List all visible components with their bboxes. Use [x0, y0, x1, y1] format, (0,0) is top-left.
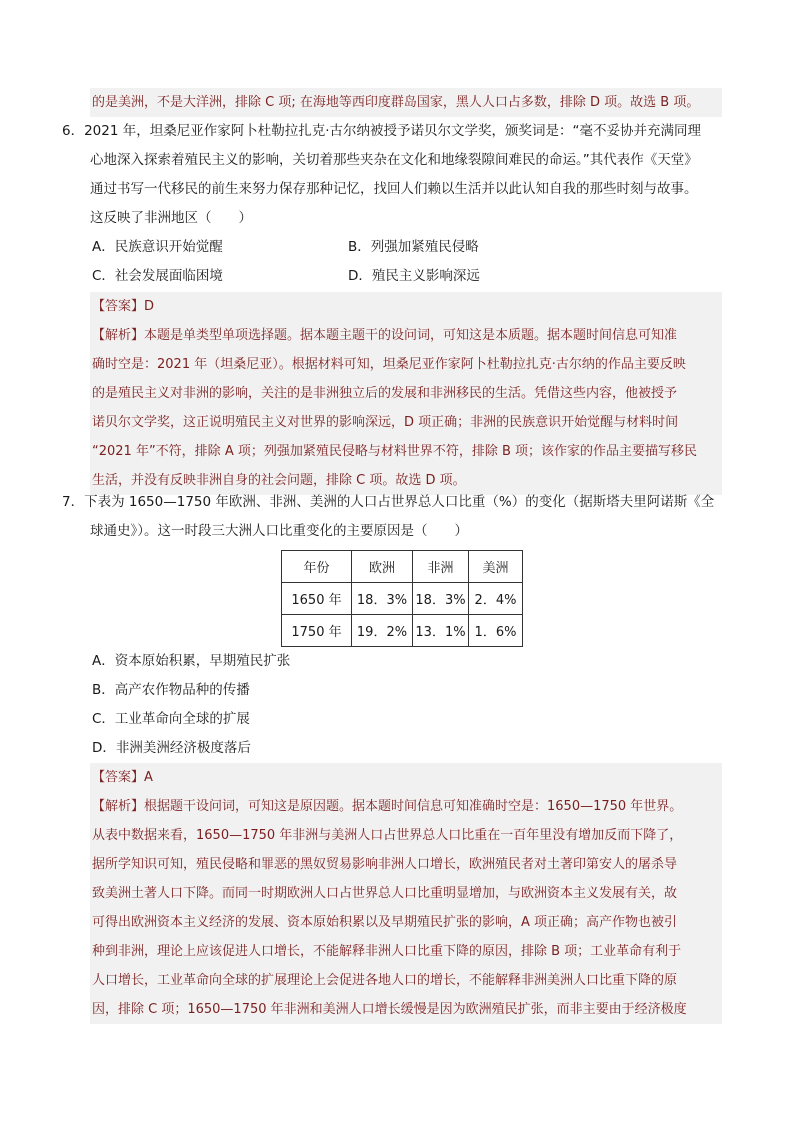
question-line: 这反映了非洲地区（ ） [90, 210, 252, 226]
analysis-line: 生活，并没有反映非洲自身的社会问题，排除 C 项。故选 D 项。 [92, 473, 466, 488]
analysis-line: 人口增长，工业革命向全球的扩展理论上会促进各地人口的增长，不能解释非洲美洲人口比重下降的原 [92, 973, 678, 988]
question-line: 通过书写一代移民的前生来努力保存那种记忆，找回人们赖以生活并以此认知自我的那些时刻与故事。 [90, 181, 698, 197]
table-row [282, 615, 523, 647]
question-6-answer-block [90, 292, 722, 495]
analysis-line: 诺贝尔文学奖，这正说明殖民主义对世界的影响深远，D 项正确；非洲的民族意识开始觉醒与材料时间 [92, 415, 679, 430]
question-line: 心地深入探索着殖民主义的影响，关切着那些夹杂在文化和地缘裂隙间难民的命运。”其代表作《天堂》 [90, 152, 698, 168]
table-header-row [282, 551, 523, 583]
option-b: B．高产农作物品种的传播 [92, 682, 250, 698]
answer-label: 【答案】D [92, 299, 155, 314]
table-cell: 18．3% [413, 583, 469, 615]
table-cell: 2．4% [469, 583, 523, 615]
previous-analysis-block [90, 88, 722, 117]
analysis-line: 据所学知识可知，殖民侵略和罪恶的黑奴贸易影响非洲人口增长，欧洲殖民者对土著印第安人的屠杀导 [92, 857, 678, 872]
table-cell: 1650 年 [282, 583, 352, 615]
question-7-options [92, 647, 290, 763]
table-cell: 19．2% [352, 615, 413, 647]
analysis-line: 可得出欧洲资本主义经济的发展、资本原始积累以及早期殖民扩张的影响，A 项正确；高产作物也被引 [92, 915, 678, 930]
question-7-answer-block [90, 763, 722, 1024]
question-7-stem [62, 488, 732, 546]
answer-label: 【答案】A [92, 770, 153, 785]
table-header-cell: 非洲 [413, 551, 469, 583]
option-a: A．民族意识开始觉醒 [92, 239, 223, 255]
option-d: D．殖民主义影响深远 [348, 268, 480, 284]
option-c: C．社会发展面临困境 [92, 268, 223, 284]
analysis-line: 从表中数据来看，1650—1750 年非洲与美洲人口占世界总人口比重在一百年里没有增加反而下降了， [92, 828, 683, 843]
table-cell: 13．1% [413, 615, 469, 647]
option-b: B．列强加紧殖民侵略 [348, 239, 479, 255]
analysis-line: “2021 年”不符，排除 A 项；列强加紧殖民侵略与材料世界不符，排除 B 项；该作家的作品主要描写移民 [92, 444, 698, 459]
table-header-cell: 欧洲 [352, 551, 413, 583]
question-line: 7．下表为 1650—1750 年欧洲、非洲、美洲的人口占世界总人口比重（%）的变化（据斯塔夫里阿诺斯《全 [62, 494, 715, 510]
analysis-line: 确时空是：2021 年（坦桑尼亚）。根据材料可知，坦桑尼亚作家阿卜杜勒拉扎克·古尔纳的作品主要反映 [92, 357, 686, 372]
table-cell: 18．3% [352, 583, 413, 615]
question-6-stem [62, 117, 732, 233]
population-table [281, 550, 523, 647]
table-row [282, 583, 523, 615]
table-cell: 1750 年 [282, 615, 352, 647]
analysis-line: 种到非洲，理论上应该促进人口增长，不能解释非洲人口比重下降的原因，排除 B 项；工业革命有利于 [92, 944, 682, 959]
analysis-line: 的是殖民主义对非洲的影响，关注的是非洲独立后的发展和非洲移民的生活。凭借这些内容，他被授予 [92, 386, 678, 401]
option-a: A．资本原始积累，早期殖民扩张 [92, 653, 291, 669]
analysis-line: 的是美洲，不是大洋洲，排除 C 项; 在海地等西印度群岛国家，黑人人口占多数，排除 D 项。故选 B 项。 [92, 95, 700, 110]
analysis-line: 因，排除 C 项；1650—1750 年非洲和美洲人口增长缓慢是因为欧洲殖民扩张，而非主要由于经济极度 [92, 1002, 687, 1017]
analysis-line: 【解析】本题是单类型单项选择题。据本题主题干的设问词，可知这是本质题。据本题时间信息可知准 [92, 328, 678, 343]
table-header-cell: 美洲 [469, 551, 523, 583]
question-line: 6．2021 年，坦桑尼亚作家阿卜杜勒拉扎克·古尔纳被授予诺贝尔文学奖，颁奖词是：“毫不妥协并充满同理 [62, 123, 702, 139]
table-cell: 1．6% [469, 615, 523, 647]
question-line: 球通史》）。这一时段三大洲人口比重变化的主要原因是（ ） [90, 523, 468, 539]
table-header-cell: 年份 [282, 551, 352, 583]
option-c: C．工业革命向全球的扩展 [92, 711, 250, 727]
question-6-options [92, 233, 480, 291]
option-d: D．非洲美洲经济极度落后 [92, 740, 251, 756]
analysis-line: 致美洲土著人口下降。而同一时期欧洲人口占世界总人口比重明显增加，与欧洲资本主义发展有关，故 [92, 886, 678, 901]
analysis-line: 【解析】根据题干设问词，可知这是原因题。据本题时间信息可知准确时空是：1650—1750 年世界。 [92, 799, 683, 814]
